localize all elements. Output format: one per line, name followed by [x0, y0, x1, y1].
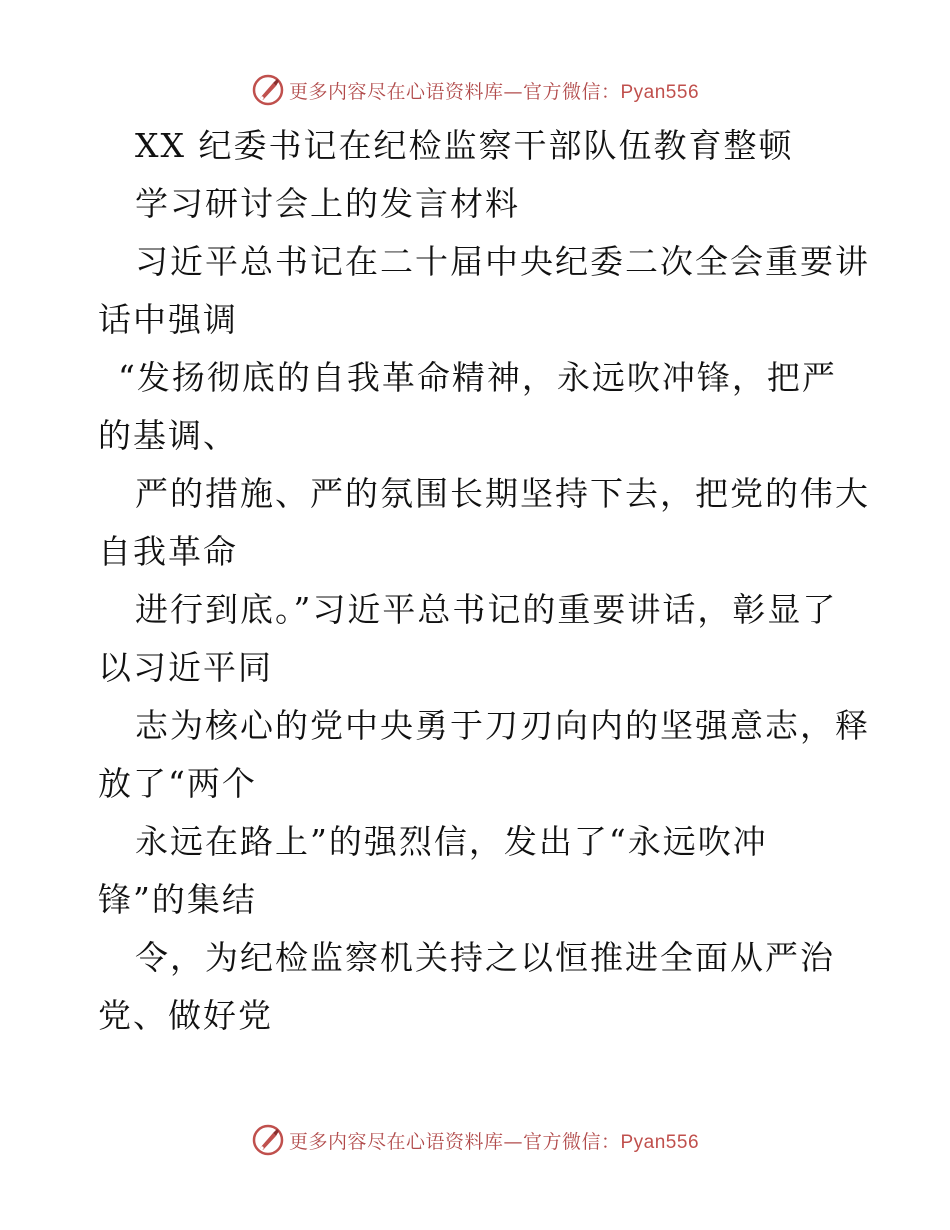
- pen-logo-icon: [251, 1123, 285, 1157]
- body-line: 自我革命: [98, 532, 238, 571]
- body-line: 令，为纪检监察机关持之以恒推进全面从严治: [135, 938, 835, 977]
- title-line-2: 学习研讨会上的发言材料: [135, 184, 520, 223]
- body-line: 严的措施、严的氛围长期坚持下去，把党的伟大: [135, 474, 870, 513]
- footer-watermark: [0, 1120, 950, 1160]
- body-line: 的基调、: [98, 416, 238, 455]
- watermark-wechat-id: Pyan556: [620, 81, 700, 103]
- body-line: 话中强调: [98, 300, 238, 339]
- watermark-separator: —: [503, 80, 523, 103]
- watermark-separator: —: [503, 1130, 523, 1153]
- body-line: 永远在路上”的强烈信，发出了“永远吹冲: [135, 822, 768, 861]
- body-line: “发扬彻底的自我革命精神，永远吹冲锋，把严: [118, 358, 837, 397]
- body-line: 进行到底。”习近平总书记的重要讲话，彰显了: [135, 590, 838, 629]
- body-line: 放了“两个: [98, 764, 257, 803]
- body-line: 志为核心的党中央勇于刀刃向内的坚强意志，释: [135, 706, 870, 745]
- watermark-wechat-label: 官方微信：: [522, 1130, 621, 1153]
- watermark-wechat-id: Pyan556: [620, 1131, 700, 1153]
- body-line: 习近平总书记在二十届中央纪委二次全会重要讲: [135, 242, 870, 281]
- body-line: 党、做好党: [98, 996, 273, 1035]
- body-line: 以习近平同: [98, 648, 273, 687]
- watermark-wechat-label: 官方微信：: [522, 80, 621, 103]
- title-line-1: XX 纪委书记在纪检监察干部队伍教育整顿: [135, 126, 794, 165]
- watermark-text: [289, 1127, 699, 1154]
- watermark-library-name: 更多内容尽在心语资料库: [288, 80, 504, 103]
- watermark-library-name: 更多内容尽在心语资料库: [288, 1130, 504, 1153]
- body-line: 锋”的集结: [98, 880, 257, 919]
